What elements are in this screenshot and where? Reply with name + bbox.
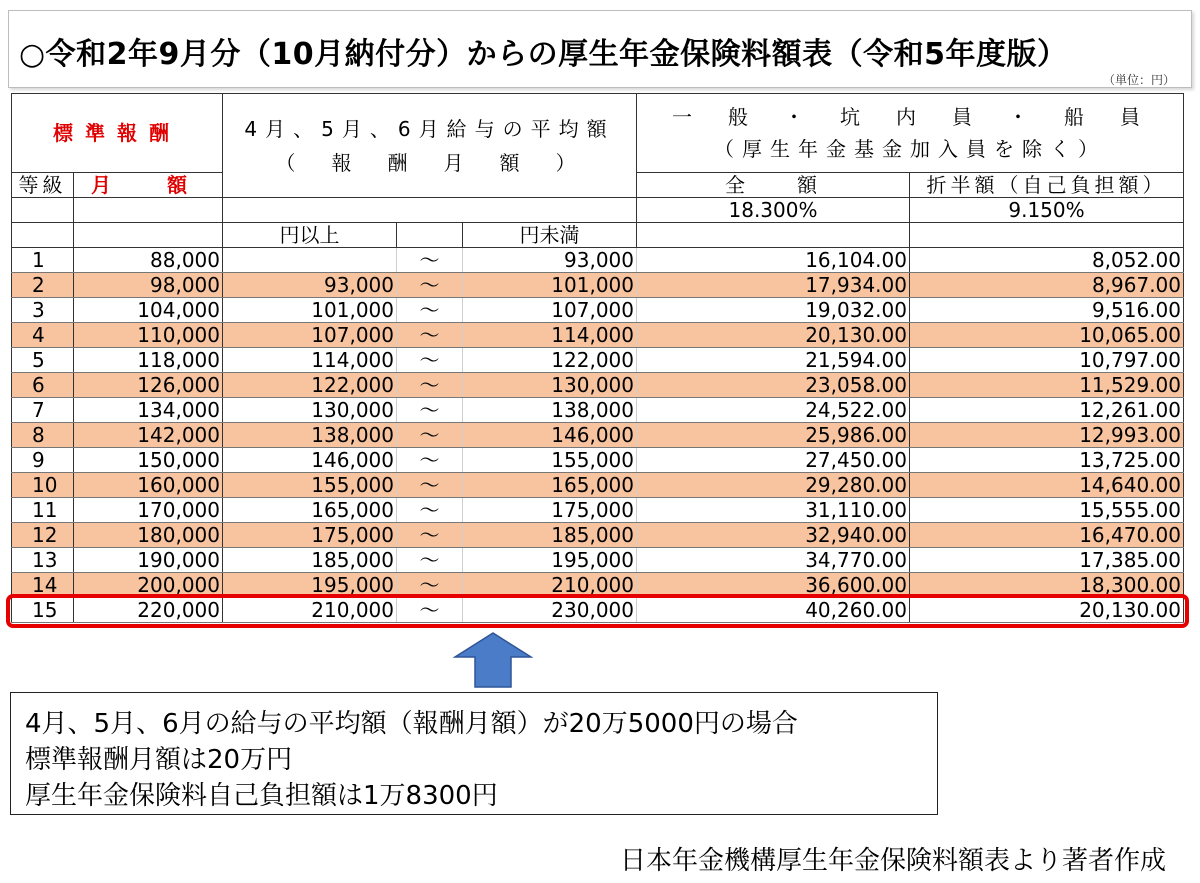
range-to-cell: 146,000 [463,423,637,448]
table-row [12,423,1184,448]
half-amount-cell: 11,529.00 [910,373,1184,398]
full-amount-cell: 25,986.00 [637,423,910,448]
note-line-3: 厚生年金保険料自己負担額は1万8300円 [25,781,498,811]
header-monthly: 月 額 [74,173,223,198]
half-amount-cell: 10,797.00 [910,348,1184,373]
half-amount-cell: 8,967.00 [910,273,1184,298]
range-from-cell: 175,000 [223,523,397,548]
header-general [637,94,1184,173]
monthly-cell: 104,000 [74,298,223,323]
full-amount-cell: 19,032.00 [637,298,910,323]
range-tilde: ～ [397,298,463,323]
table-row [12,398,1184,423]
half-amount-cell: 9,516.00 [910,298,1184,323]
full-amount-cell: 31,110.00 [637,498,910,523]
range-tilde: ～ [397,548,463,573]
range-from-cell: 146,000 [223,448,397,473]
monthly-cell: 118,000 [74,348,223,373]
grade-cell: 10 [12,473,74,498]
full-amount-cell: 23,058.00 [637,373,910,398]
rate-half: 9.150% [910,198,1184,223]
range-tilde: ～ [397,523,463,548]
full-amount-cell: 32,940.00 [637,523,910,548]
header-average-line1: 4月、5月、6月給与の平均額 [244,116,615,141]
range-to-cell: 165,000 [463,473,637,498]
grade-cell: 7 [12,398,74,423]
half-amount-cell: 16,470.00 [910,523,1184,548]
range-from-cell: 101,000 [223,298,397,323]
monthly-cell: 126,000 [74,373,223,398]
range-from-cell: 93,000 [223,273,397,298]
grade-cell: 12 [12,523,74,548]
range-to-cell: 210,000 [463,573,637,598]
monthly-cell: 134,000 [74,398,223,423]
range-to-cell: 155,000 [463,448,637,473]
full-amount-cell: 27,450.00 [637,448,910,473]
range-tilde: ～ [397,498,463,523]
range-from-cell: 195,000 [223,573,397,598]
range-to-cell: 230,000 [463,598,637,623]
range-to-cell: 93,000 [463,248,637,273]
grade-cell: 5 [12,348,74,373]
monthly-cell: 190,000 [74,548,223,573]
full-amount-cell: 40,260.00 [637,598,910,623]
range-from-cell: 210,000 [223,598,397,623]
half-amount-cell: 12,993.00 [910,423,1184,448]
range-tilde: ～ [397,323,463,348]
monthly-cell: 200,000 [74,573,223,598]
full-amount-cell: 16,104.00 [637,248,910,273]
grade-14-highlight [6,594,1189,628]
half-amount-cell: 14,640.00 [910,473,1184,498]
range-to-cell: 107,000 [463,298,637,323]
table-row [12,298,1184,323]
monthly-cell: 170,000 [74,498,223,523]
table-row [12,448,1184,473]
range-tilde: ～ [397,348,463,373]
grade-cell: 2 [12,273,74,298]
monthly-cell: 180,000 [74,523,223,548]
table-row [12,523,1184,548]
header-general-line1: 一 般 ・ 坑 内 員 ・ 船 員 [672,105,1148,129]
note-box [10,692,938,815]
header-average [223,94,637,198]
header-full: 全 額 [637,173,910,198]
unit-label: （単位：円） [1102,73,1175,87]
range-to-cell: 175,000 [463,498,637,523]
range-from-cell [223,248,397,273]
table-row [12,323,1184,348]
range-tilde: ～ [397,398,463,423]
grade-cell: 6 [12,373,74,398]
note-line-1: 4月、5月、6月の給与の平均額（報酬月額）が20万5000円の場合 [25,709,798,739]
table-row [12,373,1184,398]
range-tilde: ～ [397,448,463,473]
range-tilde: ～ [397,273,463,298]
header-half: 折半額（自己負担額） [910,173,1184,198]
note-line-2: 標準報酬月額は20万円 [25,745,293,775]
table-row [12,248,1184,273]
grade-cell: 9 [12,448,74,473]
source-credit: 日本年金機構厚生年金保険料額表より著者作成 [619,846,1166,876]
monthly-cell: 150,000 [74,448,223,473]
range-to-cell: 138,000 [463,398,637,423]
grade-cell: 13 [12,548,74,573]
range-tilde: ～ [397,423,463,448]
full-amount-cell: 34,770.00 [637,548,910,573]
range-to-cell: 114,000 [463,323,637,348]
range-to-cell: 101,000 [463,273,637,298]
half-amount-cell: 20,130.00 [910,598,1184,623]
table-row [12,348,1184,373]
grade-cell: 14 [12,573,74,598]
page-title: ○令和2年9月分（10月納付分）からの厚生年金保険料額表（令和5年度版） [19,37,1068,72]
monthly-cell: 160,000 [74,473,223,498]
range-from-cell: 185,000 [223,548,397,573]
half-amount-cell: 8,052.00 [910,248,1184,273]
title-box [8,10,1192,88]
range-from-cell: 114,000 [223,348,397,373]
range-to-cell: 130,000 [463,373,637,398]
range-tilde: ～ [397,573,463,598]
full-amount-cell: 24,522.00 [637,398,910,423]
range-from-cell: 138,000 [223,423,397,448]
half-amount-cell: 15,555.00 [910,498,1184,523]
range-tilde: ～ [397,248,463,273]
range-from-cell: 107,000 [223,323,397,348]
grade-cell: 4 [12,323,74,348]
range-tilde: ～ [397,473,463,498]
grade-cell: 15 [12,598,74,623]
grade-cell: 11 [12,498,74,523]
half-amount-cell: 13,725.00 [910,448,1184,473]
full-amount-cell: 17,934.00 [637,273,910,298]
table-row [12,498,1184,523]
range-to-cell: 122,000 [463,348,637,373]
monthly-cell: 142,000 [74,423,223,448]
header-standard: 標準報酬 [12,94,223,173]
header-yen-below: 円未満 [463,223,637,248]
monthly-cell: 88,000 [74,248,223,273]
monthly-cell: 110,000 [74,323,223,348]
half-amount-cell: 17,385.00 [910,548,1184,573]
premium-table [11,93,1184,623]
full-amount-cell: 20,130.00 [637,323,910,348]
full-amount-cell: 21,594.00 [637,348,910,373]
full-amount-cell: 36,600.00 [637,573,910,598]
monthly-cell: 220,000 [74,598,223,623]
table-row [12,273,1184,298]
range-to-cell: 185,000 [463,523,637,548]
half-amount-cell: 10,065.00 [910,323,1184,348]
rate-full: 18.300% [637,198,910,223]
half-amount-cell: 12,261.00 [910,398,1184,423]
header-grade: 等級 [12,173,74,198]
header-average-line2: （ 報 酬 月 額 ） [275,150,584,175]
range-from-cell: 130,000 [223,398,397,423]
grade-cell: 1 [12,248,74,273]
table-body [12,248,1184,623]
full-amount-cell: 29,280.00 [637,473,910,498]
grade-cell: 8 [12,423,74,448]
header-yen-above: 円以上 [223,223,397,248]
grade-cell: 3 [12,298,74,323]
range-from-cell: 122,000 [223,373,397,398]
half-amount-cell: 18,300.00 [910,573,1184,598]
range-tilde: ～ [397,598,463,623]
monthly-cell: 98,000 [74,273,223,298]
header-general-line2: （厚生年金基金加入員を除く） [714,137,1106,161]
range-from-cell: 165,000 [223,498,397,523]
table-row [12,473,1184,498]
table-row [12,548,1184,573]
up-arrow-icon [453,631,533,689]
range-from-cell: 155,000 [223,473,397,498]
range-to-cell: 195,000 [463,548,637,573]
range-tilde: ～ [397,373,463,398]
